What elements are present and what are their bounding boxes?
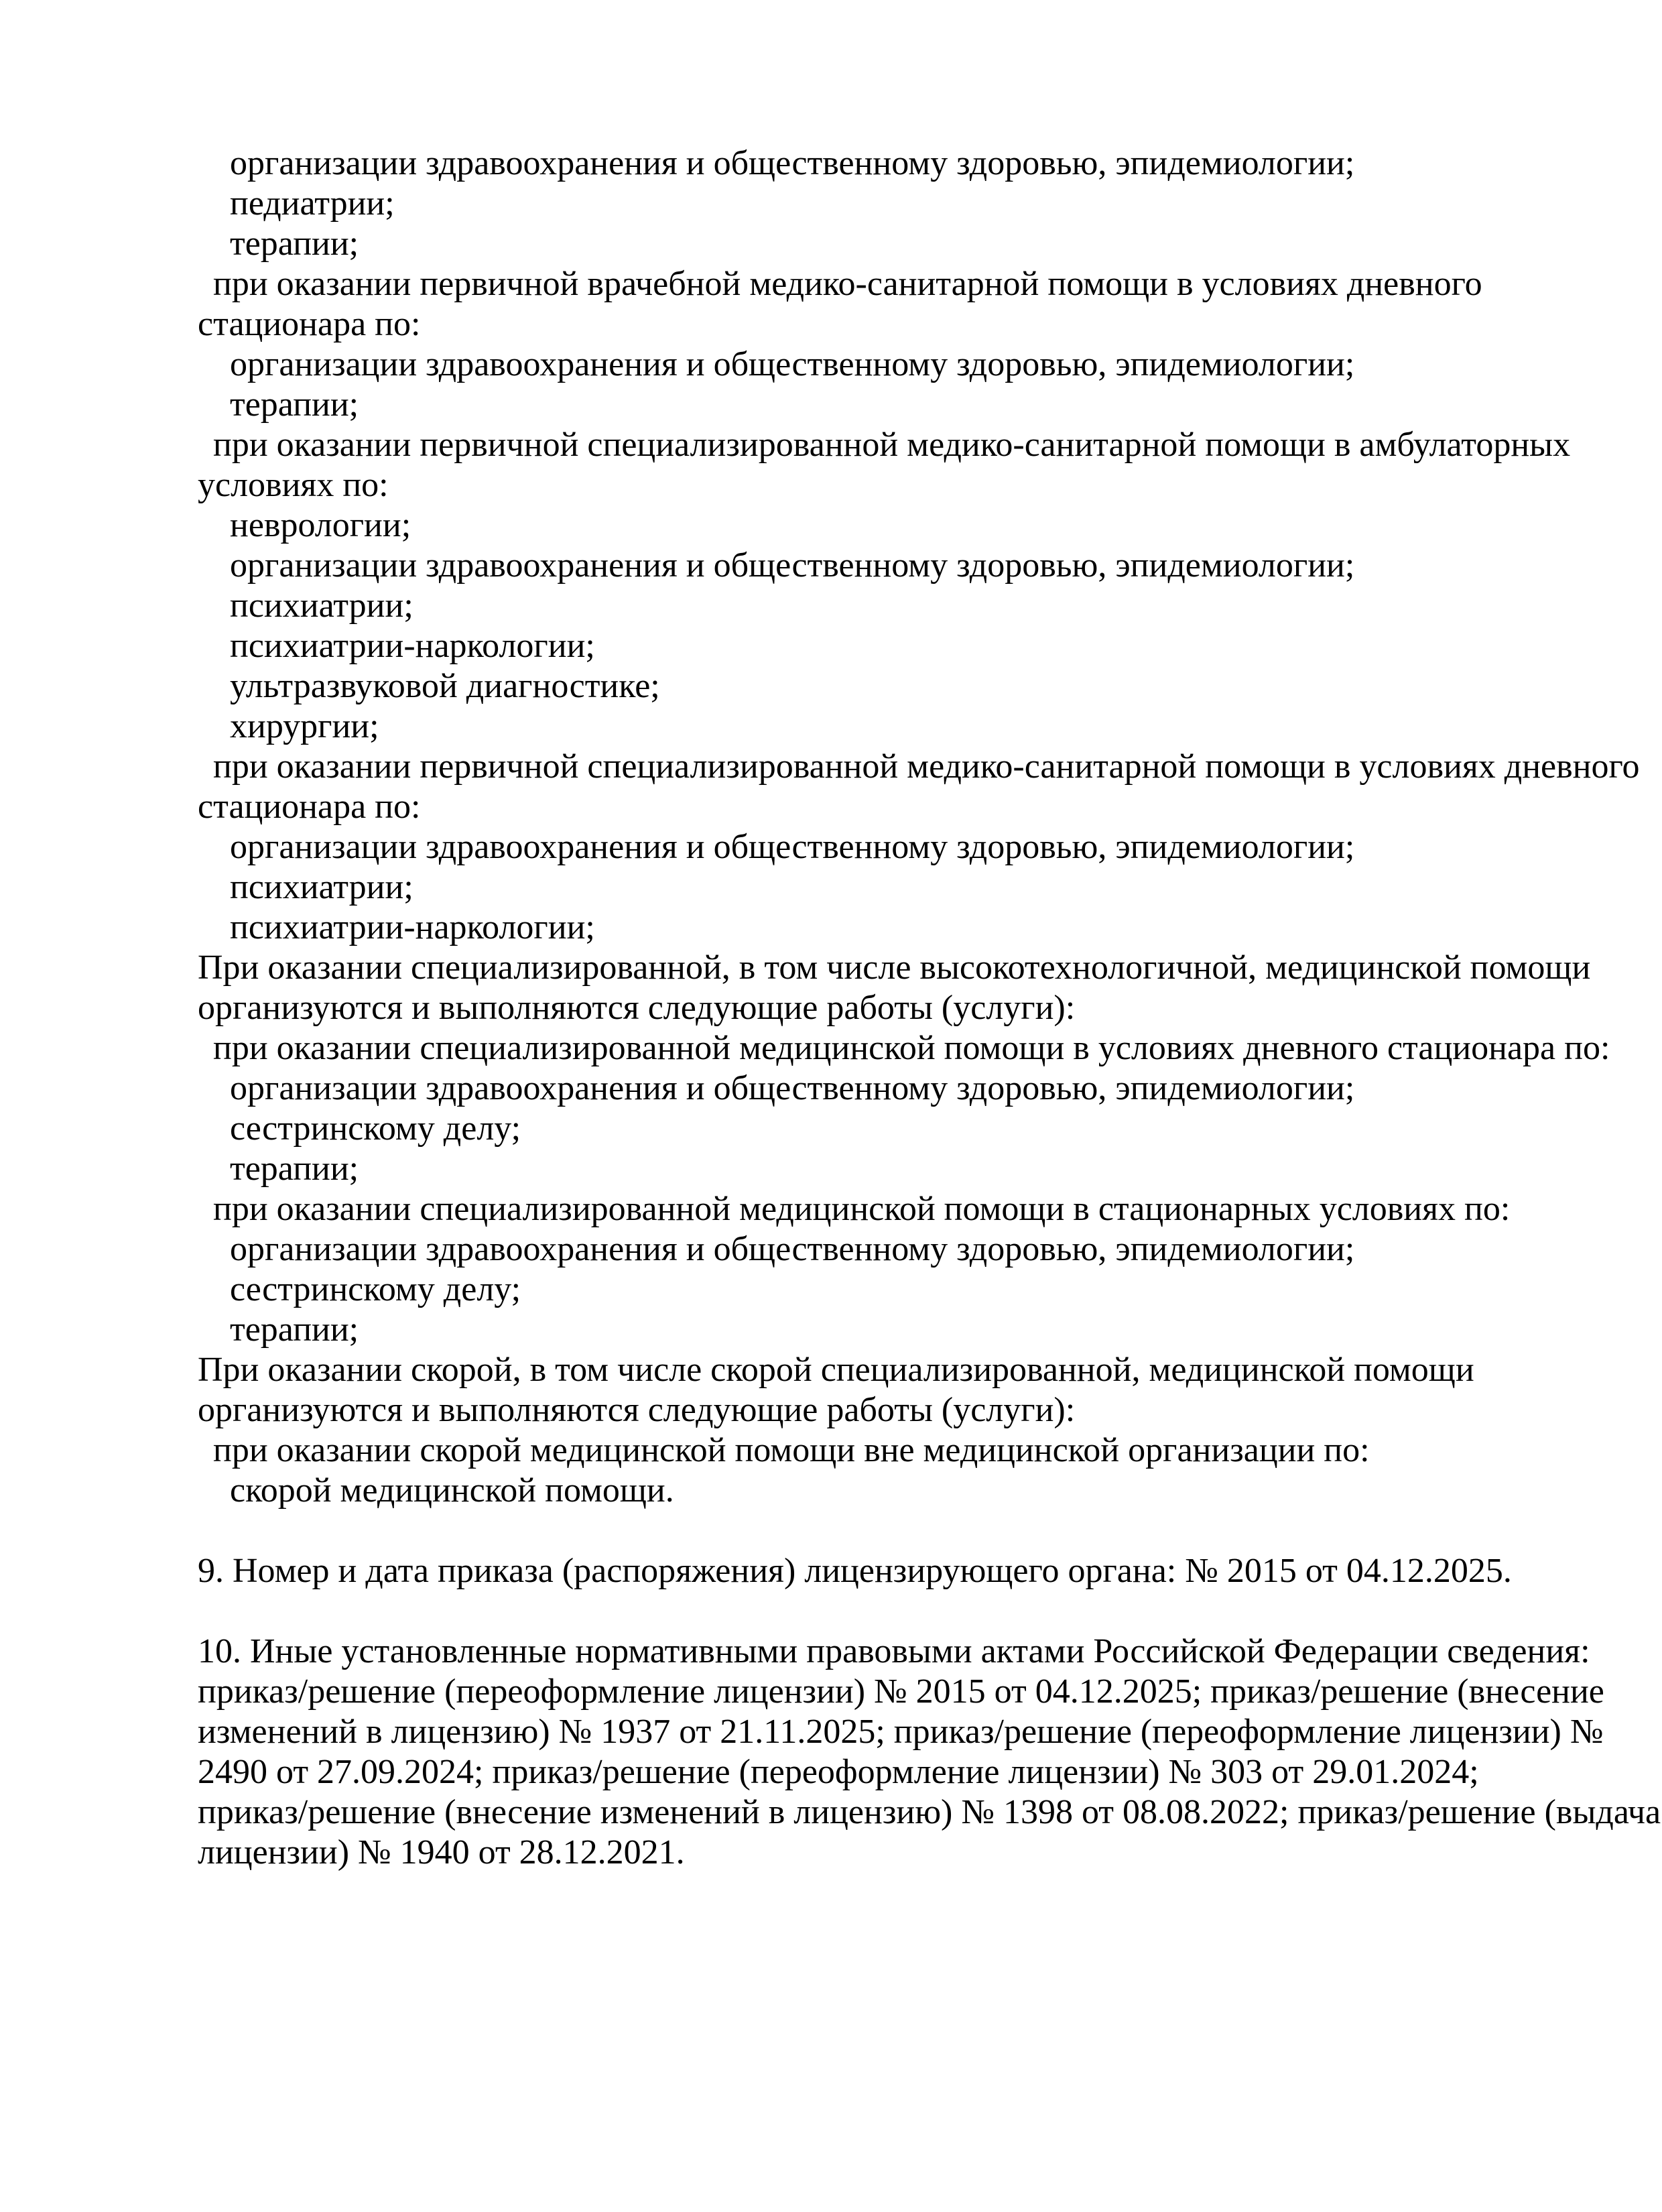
document-line: организуются и выполняются следующие работы (услуги): <box>198 1391 1076 1429</box>
document-line: терапии; <box>230 1310 359 1349</box>
document-line: организации здравоохранения и общественному здоровью, эпидемиологии; <box>230 1069 1355 1107</box>
document-line: При оказании скорой, в том числе скорой специализированной, медицинской помощи <box>198 1351 1474 1389</box>
document-line: изменений в лицензию) № 1937 от 21.11.2025; приказ/решение (переоформление лицензии) № <box>198 1713 1604 1751</box>
document-line: организации здравоохранения и общественному здоровью, эпидемиологии; <box>230 345 1355 383</box>
document-line: хирургии; <box>230 707 379 745</box>
document-line: терапии; <box>230 225 359 263</box>
document-line: при оказании специализированной медицинской помощи в условиях дневного стационара по: <box>213 1029 1610 1067</box>
document-line: психиатрии-наркологии; <box>230 627 595 665</box>
document-line: при оказании первичной врачебной медико-санитарной помощи в условиях дневного <box>213 265 1482 303</box>
document-line: неврологии; <box>230 506 411 544</box>
document-line: психиатрии; <box>230 868 413 906</box>
document-line: при оказании специализированной медицинской помощи в стационарных условиях по: <box>213 1190 1511 1228</box>
document-line: стационара по: <box>198 305 421 343</box>
document-line: ультразвуковой диагностике; <box>230 667 660 705</box>
document-line: терапии; <box>230 385 359 424</box>
document-line: лицензии) № 1940 от 28.12.2021. <box>198 1833 685 1871</box>
document-line: психиатрии-наркологии; <box>230 908 595 946</box>
document-line: 2490 от 27.09.2024; приказ/решение (переоформление лицензии) № 303 от 29.01.2024; <box>198 1753 1479 1791</box>
document-line: При оказании специализированной, в том числе высокотехнологичной, медицинской помощи <box>198 948 1591 987</box>
document-line: организации здравоохранения и общественному здоровью, эпидемиологии; <box>230 546 1355 585</box>
document-line: организации здравоохранения и общественному здоровью, эпидемиологии; <box>230 1230 1355 1268</box>
document-line: скорой медицинской помощи. <box>230 1471 674 1510</box>
document-line: приказ/решение (переоформление лицензии) № 2015 от 04.12.2025; приказ/решение (внесение <box>198 1672 1604 1711</box>
document-line: при оказании первичной специализированной медико-санитарной помощи в амбулаторных <box>213 426 1571 464</box>
document-line: 10. Иные установленные нормативными правовыми актами Российской Федерации сведения: <box>198 1632 1590 1670</box>
document-text-block <box>198 143 1661 1873</box>
document-line: условиях по: <box>198 466 389 504</box>
document-line: терапии; <box>230 1150 359 1188</box>
document-line: педиатрии; <box>230 184 395 223</box>
document-line: сестринскому делу; <box>230 1109 521 1148</box>
document-line: при оказании скорой медицинской помощи вне медицинской организации по: <box>213 1431 1370 1469</box>
document-line <box>198 1591 1572 1632</box>
document-line: приказ/решение (внесение изменений в лицензию) № 1398 от 08.08.2022; приказ/решение (выдача <box>198 1793 1661 1831</box>
document-line: сестринскому делу; <box>230 1270 521 1308</box>
document-line: стационара по: <box>198 788 421 826</box>
document-line: организации здравоохранения и общественному здоровью, эпидемиологии; <box>230 144 1355 182</box>
document-line: организации здравоохранения и общественному здоровью, эпидемиологии; <box>230 828 1355 866</box>
document-line: 9. Номер и дата приказа (распоряжения) лицензирующего органа: № 2015 от 04.12.2025. <box>198 1552 1512 1590</box>
document-line: психиатрии; <box>230 587 413 625</box>
document-line: организуются и выполняются следующие работы (услуги): <box>198 989 1076 1027</box>
document-line: при оказании первичной специализированной медико-санитарной помощи в условиях дневного <box>213 747 1640 786</box>
document-line <box>198 1511 1572 1551</box>
